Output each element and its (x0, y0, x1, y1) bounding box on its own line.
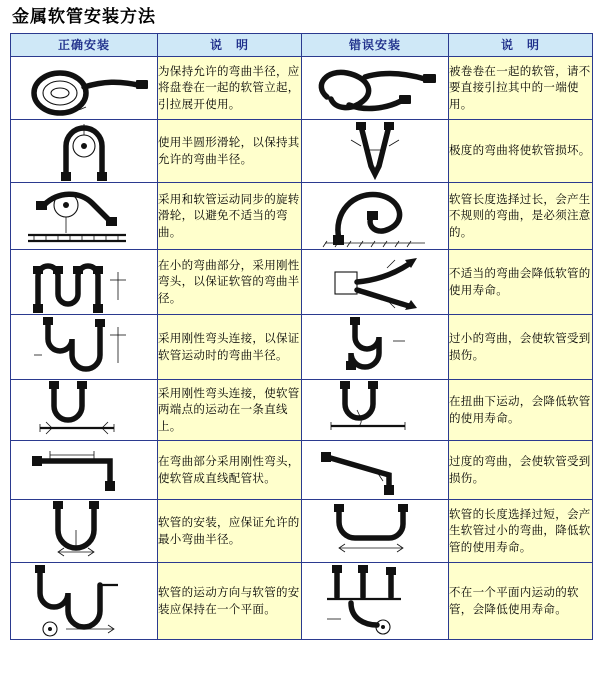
table-row (11, 249, 593, 314)
note-text: 软管长度选择过长，会产生不规则的弯曲，是必须注意的。 (449, 182, 593, 249)
table-body (11, 56, 593, 639)
header-note-left: 说 明 (158, 33, 302, 56)
page-title: 金属软管安装方法 (12, 7, 156, 27)
note-text: 软管的安装，应保证允许的最小弯曲半径。 (158, 499, 302, 562)
note-text: 采用和软管运动同步的旋转滑轮，以避免不适当的弯曲。 (158, 182, 302, 249)
note-text: 软管的长度选择过短，会产生软管过小的弯曲，降低软管的使用寿命。 (449, 499, 593, 562)
table-header-row (11, 33, 593, 56)
table-row (11, 379, 593, 440)
note-text: 采用刚性弯头连接，以保证软管运动时的弯曲半径。 (158, 314, 302, 379)
excessive-bend-icon (302, 440, 449, 499)
min-bend-radius-icon (11, 499, 158, 562)
table-row (11, 314, 593, 379)
note-text: 不在一个平面内运动的软管，会降低使用寿命。 (449, 562, 593, 639)
note-text: 被卷卷在一起的软管，请不要直接引拉其中的一端使用。 (449, 56, 593, 119)
rigid-elbow-small-bend-icon (11, 249, 158, 314)
improper-bend-icon (302, 249, 449, 314)
rigid-elbow-straight-line-icon (11, 379, 158, 440)
note-text: 在小的弯曲部分，采用刚性弯头，以保证软管的弯曲半径。 (158, 249, 302, 314)
note-text: 为保持允许的弯曲半径，应将盘卷在一起的软管立起，引拉展开使用。 (158, 56, 302, 119)
rigid-elbow-u-bend-icon (11, 314, 158, 379)
overlong-hose-icon (302, 499, 449, 562)
table-header (11, 33, 593, 56)
table-row (11, 182, 593, 249)
table-row (11, 56, 593, 119)
coiled-hose-standing-icon (11, 56, 158, 119)
note-text: 在弯曲部分采用刚性弯头，使软管成直线配管状。 (158, 440, 302, 499)
long-hose-irregular-bend-icon (302, 182, 449, 249)
table-row (11, 499, 593, 562)
note-text: 使用半圆形滑轮，以保持其允许的弯曲半径。 (158, 119, 302, 182)
note-text: 软管的运动方向与软管的安装应保持在一个平面。 (158, 562, 302, 639)
rotating-sheave-chain-icon (11, 182, 158, 249)
header-correct-install: 正确安装 (11, 33, 158, 56)
note-text: 过小的弯曲，会使软管受到损伤。 (449, 314, 593, 379)
header-wrong-install: 错误安装 (302, 33, 449, 56)
table-row (11, 119, 593, 182)
straight-pipe-elbow-icon (11, 440, 158, 499)
note-text: 不适当的弯曲会降低软管的使用寿命。 (449, 249, 593, 314)
semicircular-sheave-icon (11, 119, 158, 182)
note-text: 过度的弯曲，会使软管受到损伤。 (449, 440, 593, 499)
table-row (11, 440, 593, 499)
same-plane-motion-icon (11, 562, 158, 639)
table-row (11, 562, 593, 639)
note-text: 采用刚性弯头连接，使软管两端点的运动在一条直线上。 (158, 379, 302, 440)
note-text: 极度的弯曲将使软管损坏。 (449, 119, 593, 182)
sharp-bend-v-icon (302, 119, 449, 182)
header-note-right: 说 明 (449, 33, 593, 56)
too-small-bend-icon (302, 314, 449, 379)
twist-motion-icon (302, 379, 449, 440)
coiled-hose-pulled-icon (302, 56, 449, 119)
note-text: 在扭曲下运动，会降低软管的使用寿命。 (449, 379, 593, 440)
hose-installation-table (10, 33, 593, 640)
out-of-plane-motion-icon (302, 562, 449, 639)
